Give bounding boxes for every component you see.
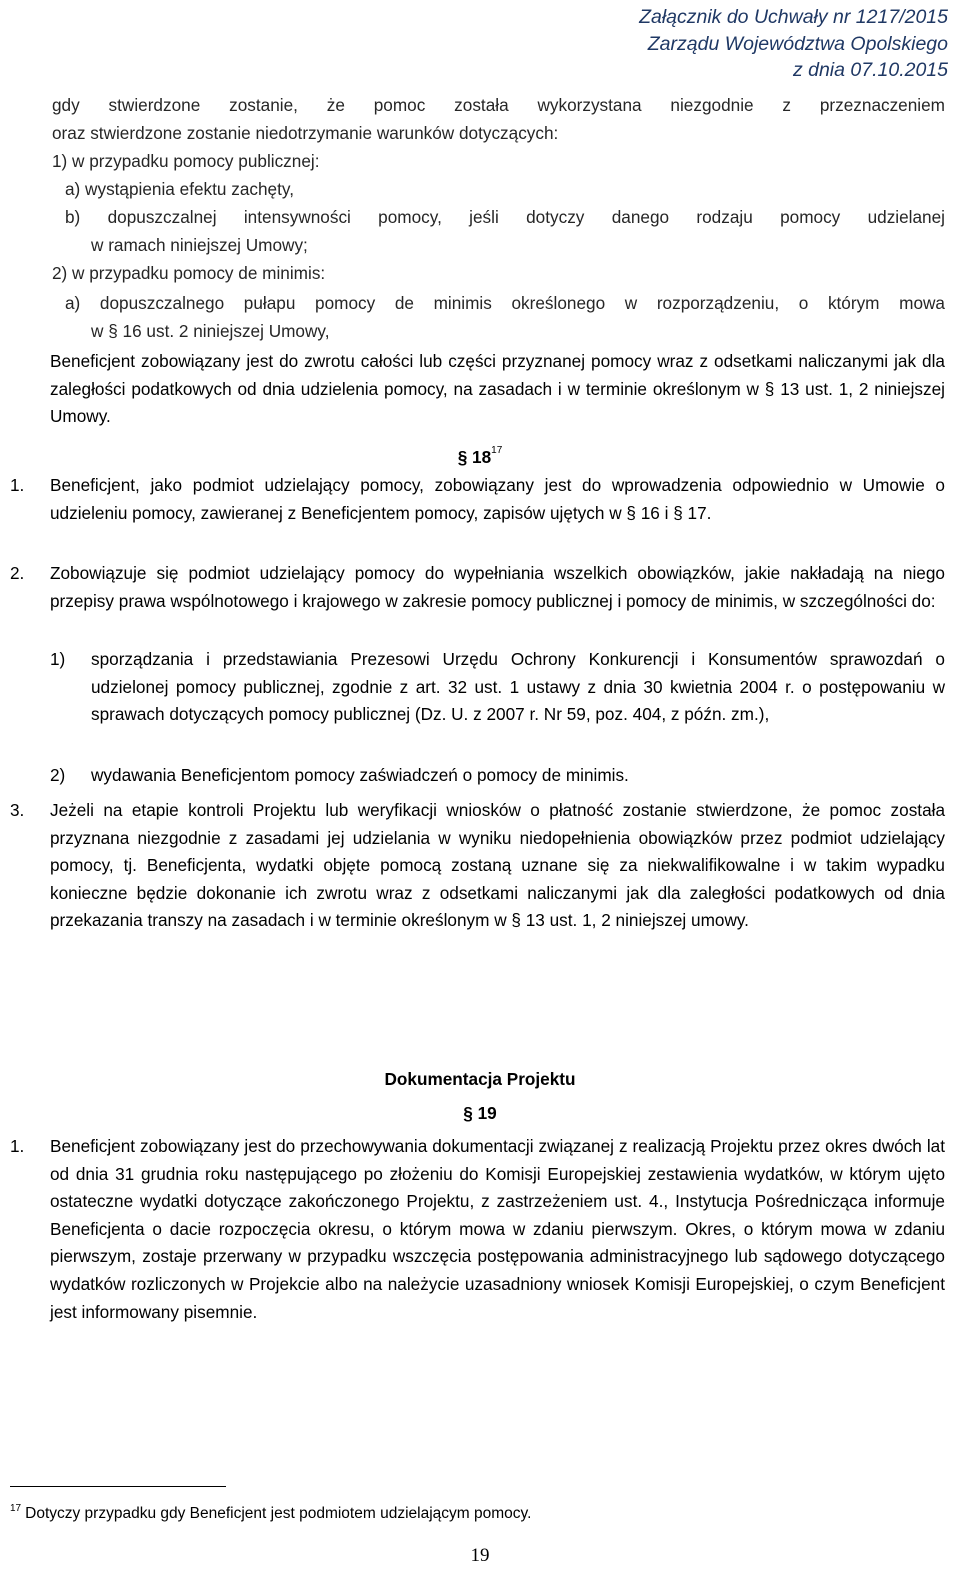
footnote <box>10 1503 531 1523</box>
section-19-title: § 19 <box>463 1103 497 1123</box>
header-line-3: z dnia 07.10.2015 <box>792 59 948 81</box>
beneficiary-obligation: Beneficjent zobowiązany jest do zwrotu całości lub części przyznanej pomocy wraz z odsetkami naliczanymi jak dla zaległości podatkowych od dnia udzielenia pomocy, na zasadach i w terminie określonym w § 13 ust. 1, 2 niniejszej Umowy. <box>50 351 945 427</box>
list-item-2a-line-1: a) dopuszczalnego pułapu pomocy de minimis określonego w rozporządzeniu, o którym mowa <box>65 293 945 313</box>
list-item-1b-line-1: b) dopuszczalnej intensywności pomocy, jeśli dotyczy danego rodzaju pomocy udzielanej <box>65 207 945 227</box>
s18-p1-number: 1. <box>10 475 25 495</box>
section-18-title: § 18$^{17}$ <box>457 445 503 467</box>
footnote-separator <box>10 1486 226 1487</box>
page-number: 19 <box>470 1545 490 1566</box>
s18-p3-number: 3. <box>10 800 25 820</box>
s18-p2-item-2: wydawania Beneficjentom pomocy zaświadczeń o pomocy de minimis. <box>91 765 629 785</box>
intro-line-2: oraz stwierdzone zostanie niedotrzymanie warunków dotyczących: <box>52 123 559 143</box>
document-header <box>639 4 948 84</box>
intro-line-1: gdy stwierdzone zostanie, że pomoc została wykorzystana niezgodnie z przeznaczeniem <box>52 95 945 115</box>
list-item-2: 2) w przypadku pomocy de minimis: <box>52 263 326 283</box>
s18-p2-item-1-number: 1) <box>50 649 66 669</box>
list-item-1: 1) w przypadku pomocy publicznej: <box>52 151 320 171</box>
s18-p2-number: 2. <box>10 563 25 583</box>
section-19-heading: Dokumentacja Projektu <box>384 1069 576 1089</box>
s19-paragraph-1: Beneficjent zobowiązany jest do przechowywania dokumentacji związanej z realizacją Projektu przez okres dwóch lat od dnia 31 grudnia roku następującego po złożeniu do Komisji Europejskiej zestawienia wydatków, w którym ujęto ostateczne wydatki dotyczące zakończonego Projektu, z zastrzeżeniem ust. 4., Instytucja Pośrednicząca informuje Beneficjenta o dacie rozpoczęcia okresu, o którym mowa w zdaniu pierwszym. Okres, o którym mowa w zdaniu pierwszym, zostaje przerwany w przypadku wszczęcia postępowania administracyjnego lub sądowego dotyczącego wydatków rozliczonych w Projekcie albo na należycie uzasadniony wniosek Komisji Europejskiej, o czym Beneficjent jest informowany pisemnie. <box>50 1136 945 1322</box>
footnote-text: Dotyczy przypadku gdy Beneficjent jest podmiotem udzielającym pomocy. <box>25 1505 532 1522</box>
s18-p2-item-1: sporządzania i przedstawiania Prezesowi Urzędu Ochrony Konkurencji i Konsumentów sprawozdań o udzielonej pomocy publicznej, zgodnie z art. 32 ust. 1 ustawy z dnia 30 kwietnia 2004 r. o postępowaniu w sprawach dotyczących pomocy publicznej (Dz. U. z 2007 r. Nr 59, poz. 404, z późn. zm.), <box>91 649 945 725</box>
s18-paragraph-2: Zobowiązuje się podmiot udzielający pomocy do wypełniania wszelkich obowiązków, jakie nakładają na niego przepisy prawa wspólnotowego i krajowego w zakresie pomocy publicznej i pomocy de minimis, w szczególności do: <box>50 563 945 611</box>
s18-paragraph-3: Jeżeli na etapie kontroli Projektu lub weryfikacji wniosków o płatność zostanie stwierdzone, że pomoc została przyznana niezgodnie z zasadami jej udzielania w wyniku niedopełnienia obowiązków przez podmiot udzielający pomocy, tj. Beneficjenta, wydatki objęte pomocą zostaną uznane się za niekwalifikowalne i w takim wypadku konieczne będzie dokonanie ich zwrotu wraz z odsetkami naliczanymi jak dla zaległości podatkowych od dnia przekazania transzy na zasadach i w terminie określonym w § 13 ust. 1, 2 niniejszej umowy. <box>50 800 945 931</box>
header-line-2: Zarządu Województwa Opolskiego <box>647 32 948 55</box>
header-line-1: Załącznik do Uchwały nr 1217/2015 <box>639 6 948 28</box>
list-item-1b-line-2: w ramach niniejszej Umowy; <box>91 235 308 255</box>
footnote-number: 17 <box>10 1503 22 1514</box>
s18-p2-item-2-number: 2) <box>50 765 66 785</box>
s19-p1-number: 1. <box>10 1136 25 1156</box>
list-item-1a: a) wystąpienia efektu zachęty, <box>65 179 294 199</box>
s18-paragraph-1: Beneficjent, jako podmiot udzielający pomocy, zobowiązany jest do wprowadzenia odpowiednio w Umowie o udzieleniu pomocy, zawieranej z Beneficjentem pomocy, zapisów ujętych w § 16 i § 17. <box>50 475 945 523</box>
footnote-ref: 17 <box>491 445 503 456</box>
list-item-2a-line-2: w § 16 ust. 2 niniejszej Umowy, <box>91 321 330 341</box>
